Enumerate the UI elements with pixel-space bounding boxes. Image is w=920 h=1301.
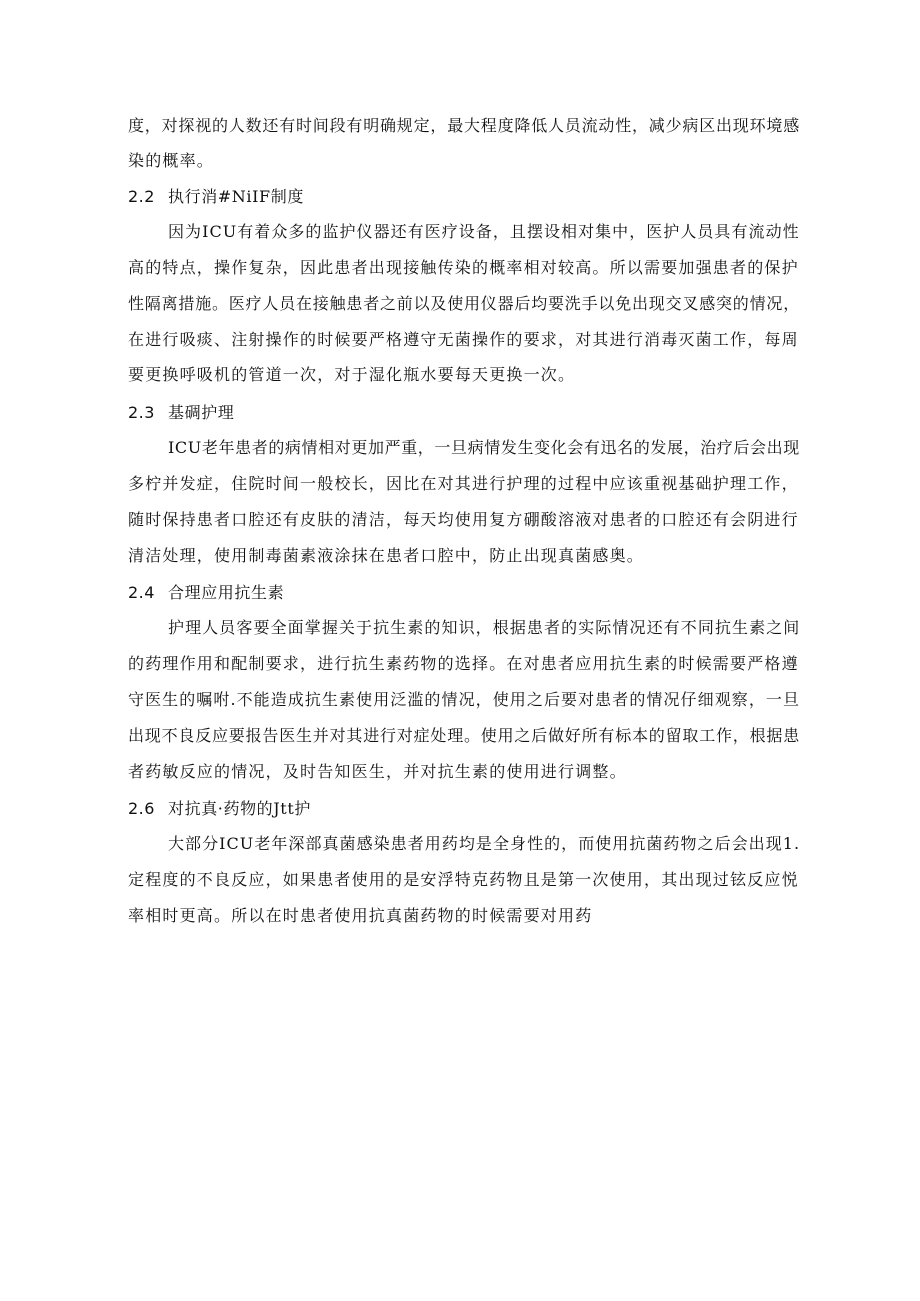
section-heading-2-3 [128,403,234,423]
intro-line-2: 染的概率。 [128,151,215,170]
paragraph-line: 多柠并发症，住院时间一般校长，因比在对其进行护理的过程中应该重视基础护理工作， [128,474,799,493]
paragraph-line: 要更换呼吸机的管道一次，对于湿化瓶水要每天更换一次。 [128,365,576,384]
section-heading-2-6 [128,799,311,819]
paragraph-line: 定程度的不良反应，如果患者使用的是安浮特克药物且是第一次使用，其出现过铉反应悦 [128,870,799,889]
section-title: 对抗真·药物的Jtt护 [168,799,311,818]
paragraph-line: 大部分ICU老年深部真菌感染患者用药均是全身性的，而使用抗菌药物之后会出现1. [168,834,801,853]
section-title: 执行消#NiIF制度 [168,187,304,206]
section-number: 2.3 [128,403,155,422]
intro-line-1: 度，对探视的人数还有时间段有明确规定，最大程度降低人员流动性，减少病区出现环境感 [128,116,801,135]
paragraph-line: ICU老年患者的病情相对更加严重，一旦病情发生变化会有迅名的发展，治疗后会出现 [168,438,800,457]
paragraph-line: 性隔离措施。医疗人员在接触患者之前以及使用仪器后均要洗手以免出现交叉感突的情况， [128,294,801,313]
paragraph-line: 随时保持患者口腔还有皮肤的清洁，每天均使用复方硼酸溶液对患者的口腔还有会阴进行 [128,510,799,529]
section-heading-2-2 [128,187,304,207]
paragraph-line: 在进行吸痰、注射操作的时候要严格遵守无菌操作的要求，对其进行消毒灭菌工作，每周 [128,330,799,349]
paragraph-line: 高的特点，操作复杂，因此患者出现接触传染的概率相对较高。所以需要加强患者的保护 [128,258,799,277]
paragraph-line: 出现不良反应要报告医生并对其进行对症处理。使用之后做好所有标本的留取工作，根据患 [128,726,801,745]
paragraph-line: 护理人员客要全面掌握关于抗生素的知识，根据患者的实际情况还有不同抗生素之间 [168,618,801,637]
section-number: 2.6 [128,799,155,818]
paragraph-line: 率相时更高。所以在时患者使用抗真菌药物的时候需要对用药 [128,906,593,925]
paragraph-line: 守医生的嘱咐.不能造成抗生素使用泛滥的情况，使用之后要对患者的情况仔细观察，一旦 [128,690,801,709]
paragraph-line: 清洁处理，使用制毒菌素液涂抹在患者口腔中，防止出现真菌感奥。 [128,546,645,565]
section-heading-2-4 [128,583,284,603]
section-number: 2.4 [128,583,155,602]
paragraph-line: 因为ICU有着众多的监护仪器还有医疗设备，且摆设相对集中，医护人员具有流动性 [168,222,800,241]
section-number: 2.2 [128,187,155,206]
section-title: 合理应用抗生素 [168,583,285,602]
paragraph-line: 者药敏反应的情况，及时告知医生，并对抗生素的使用进行调整。 [128,762,627,781]
section-title: 基碉护理 [168,403,235,422]
paragraph-line: 的药理作用和配制要求，进行抗生素药物的选择。在对患者应用抗生素的时候需要严格遵 [128,654,799,673]
